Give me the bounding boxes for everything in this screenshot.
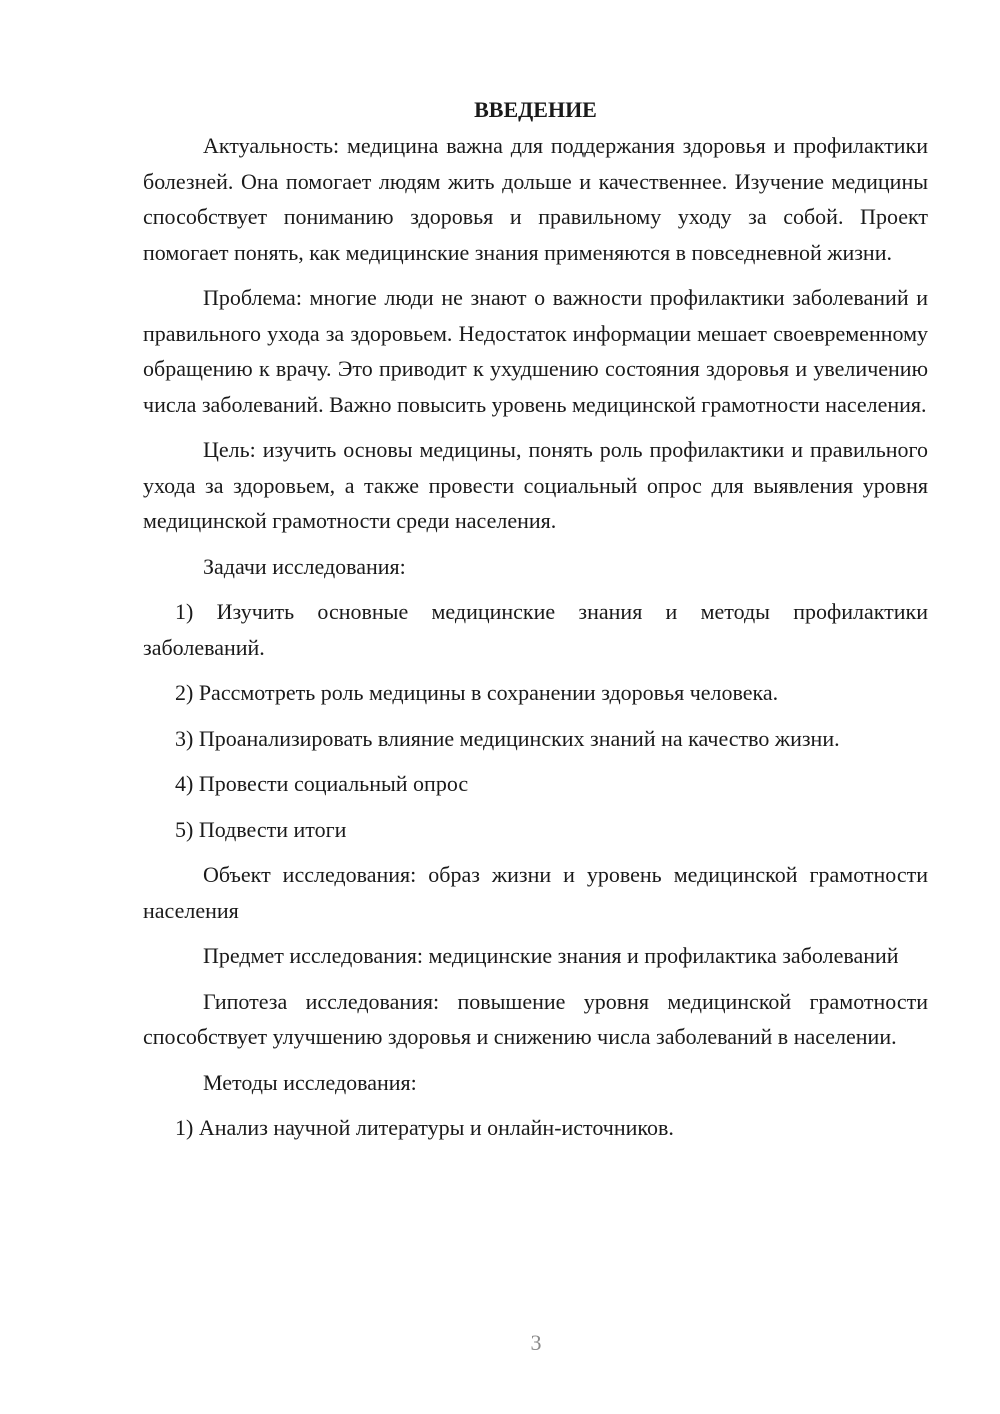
- tasks-heading: Задачи исследования:: [203, 553, 406, 579]
- document-page: [143, 92, 928, 1156]
- object-paragraph: Объект исследования: образ жизни и уровень медицинской грамотности населения: [143, 862, 928, 923]
- page-number: 3: [530, 1330, 542, 1355]
- task-item: 4) Провести социальный опрос: [175, 771, 469, 796]
- subject-paragraph: Предмет исследования: медицинские знания и профилактика заболеваний: [203, 943, 899, 968]
- goal-paragraph: Цель: изучить основы медицины, понять роль профилактики и правильного ухода за здоровьем, а также провести социальный опрос для выявления уровня медицинской грамотности среди населения.: [143, 437, 928, 533]
- relevance-paragraph: Актуальность: медицина важна для поддержания здоровья и профилактики болезней. Она помогает людям жить дольше и качественнее. Изучение медицины способствует пониманию здоровья и правильному уходу за собой. Проект помогает понять, как медицинские знания применяются в повседневной жизни.: [143, 133, 928, 265]
- methods-heading: Методы исследования:: [203, 1069, 417, 1095]
- task-item: 3) Проанализировать влияние медицинских знаний на качество жизни.: [175, 725, 840, 751]
- task-item: 1) Изучить основные медицинские знания и методы профилактики заболеваний.: [143, 599, 928, 660]
- task-item: 5) Подвести итоги: [175, 816, 347, 842]
- method-item: 1) Анализ научной литературы и онлайн-источников.: [175, 1115, 674, 1140]
- problem-paragraph: Проблема: многие люди не знают о важности профилактики заболеваний и правильного ухода за здоровьем. Недостаток информации мешает своевременному обращению к врачу. Это приводит к ухудшению состояния здоровья и увеличению числа заболеваний. Важно повысить уровень медицинской грамотности населения.: [143, 285, 928, 417]
- hypothesis-paragraph: Гипотеза исследования: повышение уровня медицинской грамотности способствует улучшению здоровья и снижению числа заболеваний в населении.: [143, 988, 928, 1049]
- task-item: 2) Рассмотреть роль медицины в сохранении здоровья человека.: [175, 680, 779, 705]
- document-title: ВВЕДЕНИЕ: [474, 97, 597, 122]
